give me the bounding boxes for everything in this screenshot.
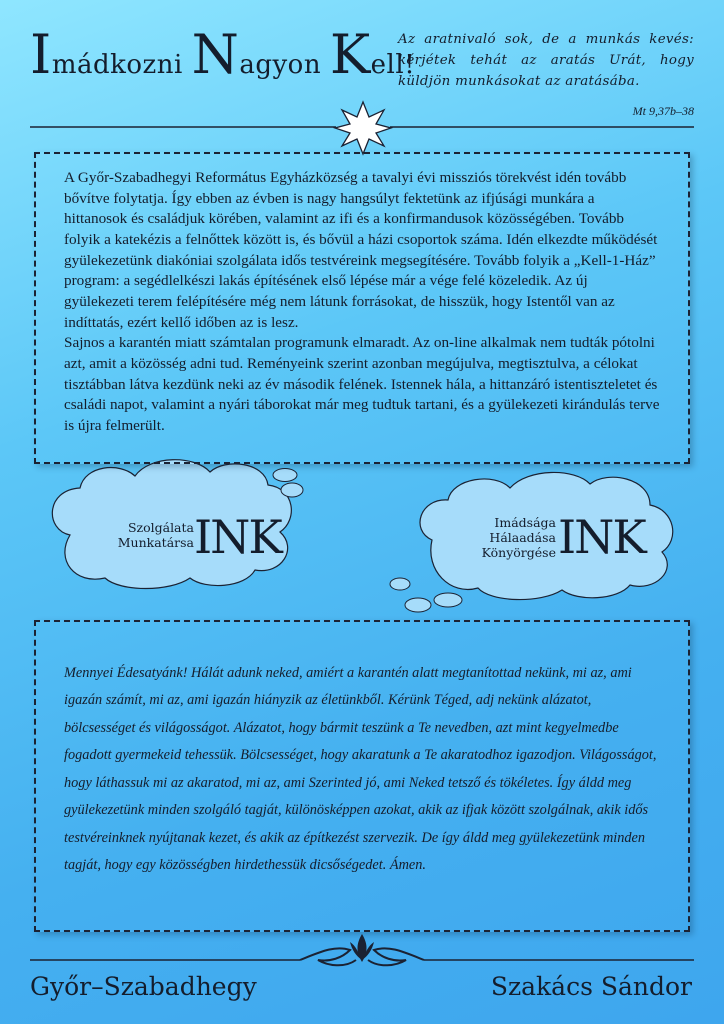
footer-ornament [30,934,694,965]
cloud-left-ink: INK [194,510,281,564]
page-title [30,23,416,86]
cloud-right-line: Hálaadása [489,530,556,545]
cloud-right-line: Imádsága [494,515,556,530]
bible-verse-reference: Mt 9,37b–38 [632,104,694,118]
cloud-right-line: Könyörgése [481,545,556,560]
footer-location: Győr–Szabadhegy [30,972,257,1001]
cloud-right-ink: INK [558,510,645,564]
cloud-right-words [440,515,556,560]
cloud-left-line: Szolgálata [127,520,194,535]
cloud-left-words [72,520,194,550]
title-word-3: Kell! [329,23,416,86]
title-word-1: Imádkozni [30,23,192,86]
prayer-box [34,620,690,932]
title-word-2: Nagyon [191,23,330,86]
report-paragraph-2: Sajnos a karantén miatt számtalan programunk elmaradt. Az on-line alkalmak nem tudták pótolni azt, amit a közösség adni tud. Reményeink szerint azonban megújulva, megtisztulva, a célokat tisztábban látva kezdünk neki az év második felének. Istennek hála, a hittanzáró istentiszteletet és családi napot, valamint a nyári táborokat már meg tudtuk tartani, és a gyülekezeti kirándulás terve is újra felmerült. [64,334,660,435]
prayer-text: Mennyei Édesatyánk! Hálát adunk neked, amiért a karantén alatt megtanítottad nekünk, mi az, ami igazán számít, mi az, ami igazán hiányzik az életünkből. Kérünk Téged, adj nekünk alázatot, bölcsességet és világosságot. Alázatot, hogy bármit teszünk a Te nevedben, azt mint kegyelmedbe fogadott gyermekeid tehessük. Bölcsességet, hogy akaratunk a Te akaratodhoz igazodjon. Világosságot, hogy láthassuk mi az akaratod, mi az, ami Szerinted jó, ami Neked tetsző és tökéletes. Így áldd meg gyülekezetünk minden szolgáló tagját, különösképpen azokat, akik az ifjak között szolgálnak, akik idős testvéreinknek nyújtanak kezet, és akik az építkezést szervezik. De így áldd meg gyülekezetünk minden tagját, hogy egy közösségben hirdethessük dicsőségedet. Ámen. [64,665,657,874]
report-paragraph-1: A Győr-Szabadhegyi Református Egyházközség a tavalyi évi missziós törekvést idén tovább bővítve folytatja. Így ebben az évben is nagy hangsúlyt fektetünk az ifjúsági munkára a hittanosok és családjuk körében, valamint az ifi és a konfirmandusok közösségében. Tovább folyik a katekézis a felnőttek között is, és bővül a házi csoportok száma. Idén elkezdte működését gyülekezetünk diakóniai szolgálata idős testvéreink megsegítésére. Tovább folyik a „Kell-1-Ház” program: a segédlelkészi lakás építésének első lépése már a vége felé közeledik. Az új gyülekezeti terem felépítésére még nem látunk forrásokat, de hisszük, hogy Istentől van az indíttatás, ezért kellő időben az is lesz. [64,169,658,331]
footer-author: Szakács Sándor [490,972,692,1001]
report-box [34,152,690,464]
bible-verse: Az aratnivaló sok, de a munkás kevés: kérjétek tehát az aratás Urát, hogy küldjön munkásokat az aratásába. [398,32,694,89]
cloud-left-line: Munkatársa [117,535,194,550]
star-icon [335,102,391,154]
